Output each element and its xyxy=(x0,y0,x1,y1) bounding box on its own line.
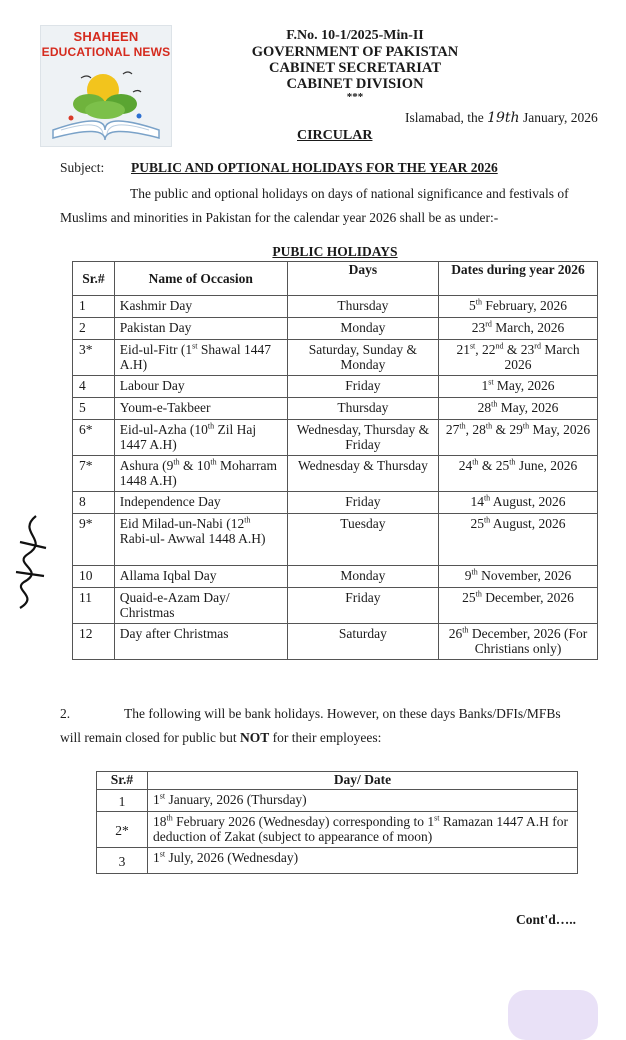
holiday-sr: 12 xyxy=(73,624,115,660)
holiday-sr: 9* xyxy=(73,514,115,566)
intro-line-1: The public and optional holidays on days of national significance and festivals of xyxy=(130,186,569,201)
holiday-date: 25th August, 2026 xyxy=(439,514,598,566)
bank-table-header-row xyxy=(97,772,578,790)
bank-sr: 1 xyxy=(97,790,148,812)
holiday-name: Youm-e-Takbeer xyxy=(114,398,287,420)
public-holidays-heading: PUBLIC HOLIDAYS xyxy=(272,244,398,259)
holiday-sr: 1 xyxy=(73,296,115,318)
holiday-row xyxy=(73,624,598,660)
holiday-row xyxy=(73,318,598,340)
holiday-name: Eid-ul-Azha (10th Zil Haj 1447 A.H) xyxy=(114,420,287,456)
holiday-date: 9th November, 2026 xyxy=(439,566,598,588)
holiday-row xyxy=(73,296,598,318)
holiday-name: Day after Christmas xyxy=(114,624,287,660)
bank-date: 1st January, 2026 (Thursday) xyxy=(148,790,578,812)
subject-label: Subject: xyxy=(60,160,105,175)
col-header-occasion: Name of Occasion xyxy=(114,262,287,296)
holiday-row xyxy=(73,588,598,624)
holiday-sr: 5 xyxy=(73,398,115,420)
holiday-row xyxy=(73,566,598,588)
bank-date: 1st July, 2026 (Wednesday) xyxy=(148,848,578,874)
holiday-date: 24th & 25th June, 2026 xyxy=(439,456,598,492)
holiday-name: Labour Day xyxy=(114,376,287,398)
holiday-name: Eid Milad-un-Nabi (12th Rabi-ul- Awwal 1448 A.H) xyxy=(114,514,287,566)
holiday-date: 14th August, 2026 xyxy=(439,492,598,514)
dateline-day: 19th xyxy=(487,110,520,126)
col-header-dates: Dates during year 2026 xyxy=(439,262,598,296)
bank-sr: 3 xyxy=(97,848,148,874)
col-header-days: Days xyxy=(287,262,438,296)
dateline-rest: January, 2026 xyxy=(522,110,598,125)
holiday-row xyxy=(73,340,598,376)
holiday-date: 26th December, 2026 (For Christians only) xyxy=(439,624,598,660)
holiday-days: Thursday xyxy=(287,398,438,420)
holiday-name: Ashura (9th & 10th Moharram 1448 A.H) xyxy=(114,456,287,492)
holiday-days: Tuesday xyxy=(287,514,438,566)
holiday-date: 5th February, 2026 xyxy=(439,296,598,318)
holiday-date: 25th December, 2026 xyxy=(439,588,598,624)
holiday-sr: 10 xyxy=(73,566,115,588)
holiday-sr: 7* xyxy=(73,456,115,492)
bank-para-line-2-pre: will remain closed for public but xyxy=(60,730,237,745)
holiday-date: 23rd March, 2026 xyxy=(439,318,598,340)
dateline-prefix: Islamabad, the xyxy=(405,110,484,125)
holiday-days: Friday xyxy=(287,492,438,514)
holiday-row xyxy=(73,398,598,420)
holiday-days: Friday xyxy=(287,588,438,624)
holiday-row xyxy=(73,514,598,566)
holiday-days: Monday xyxy=(287,566,438,588)
bank-col-header-sr: Sr.# xyxy=(97,772,148,790)
holiday-name: Quaid-e-Azam Day/ Christmas xyxy=(114,588,287,624)
division-heading: CABINET DIVISION xyxy=(286,76,424,92)
holiday-days: Friday xyxy=(287,376,438,398)
bank-holidays-table xyxy=(96,771,578,874)
secretariat-heading: CABINET SECRETARIAT xyxy=(268,60,442,76)
holiday-days: Saturday, Sunday & Monday xyxy=(287,340,438,376)
holiday-days: Saturday xyxy=(287,624,438,660)
holiday-days: Monday xyxy=(287,318,438,340)
holiday-sr: 11 xyxy=(73,588,115,624)
logo-subtitle: EDUCATIONAL NEWS xyxy=(41,45,171,59)
holiday-days: Wednesday & Thursday xyxy=(287,456,438,492)
holiday-sr: 2 xyxy=(73,318,115,340)
holiday-date: 1st May, 2026 xyxy=(439,376,598,398)
holiday-name: Independence Day xyxy=(114,492,287,514)
bank-row xyxy=(97,790,578,812)
holiday-sr: 3* xyxy=(73,340,115,376)
logo-title: SHAHEEN xyxy=(73,29,139,44)
file-number: F.No. 10-1/2025-Min-II xyxy=(286,28,424,43)
holiday-sr: 4 xyxy=(73,376,115,398)
bank-row xyxy=(97,812,578,848)
holiday-row xyxy=(73,492,598,514)
holiday-sr: 6* xyxy=(73,420,115,456)
holiday-name: Allama Iqbal Day xyxy=(114,566,287,588)
overlay-shape xyxy=(508,990,598,1040)
holiday-row xyxy=(73,420,598,456)
subject-text: PUBLIC AND OPTIONAL HOLIDAYS FOR THE YEAR 2026 xyxy=(131,160,498,175)
holiday-name: Pakistan Day xyxy=(114,318,287,340)
continued-label: Cont'd….. xyxy=(516,912,577,927)
bank-sr: 2* xyxy=(97,812,148,848)
header-stars: *** xyxy=(346,91,364,103)
holiday-sr: 8 xyxy=(73,492,115,514)
holiday-date: 27th, 28th & 29th May, 2026 xyxy=(439,420,598,456)
bank-para-line-2-post: for their employees: xyxy=(272,730,382,745)
intro-line-2: Muslims and minorities in Pakistan for the calendar year 2026 shall be as under:- xyxy=(60,210,499,225)
holiday-name: Eid-ul-Fitr (1st Shawal 1447 A.H) xyxy=(114,340,287,376)
dateline xyxy=(405,110,598,126)
public-holidays-table xyxy=(72,261,598,660)
bank-para-line-1: The following will be bank holidays. However, on these days Banks/DFIs/MFBs xyxy=(124,706,561,721)
bank-para-not: NOT xyxy=(239,730,270,745)
bank-date: 18th February 2026 (Wednesday) corresponding to 1st Ramazan 1447 A.H for deduction of Zakat (subject to appearance of moon) xyxy=(148,812,578,848)
holiday-row xyxy=(73,376,598,398)
holiday-date: 21st, 22nd & 23rd March 2026 xyxy=(439,340,598,376)
holiday-days: Thursday xyxy=(287,296,438,318)
holiday-row xyxy=(73,456,598,492)
government-heading: GOVERNMENT OF PAKISTAN xyxy=(251,44,459,60)
circular-heading: CIRCULAR xyxy=(297,128,373,143)
holiday-name: Kashmir Day xyxy=(114,296,287,318)
bank-para-line-2 xyxy=(60,730,381,746)
bank-para-number: 2. xyxy=(60,706,71,721)
bank-row xyxy=(97,848,578,874)
col-header-sr: Sr.# xyxy=(73,262,115,296)
public-table-header-row xyxy=(73,262,598,296)
bank-col-header-date: Day/ Date xyxy=(148,772,578,790)
holiday-days: Wednesday, Thursday & Friday xyxy=(287,420,438,456)
holiday-date: 28th May, 2026 xyxy=(439,398,598,420)
signature xyxy=(6,512,62,612)
